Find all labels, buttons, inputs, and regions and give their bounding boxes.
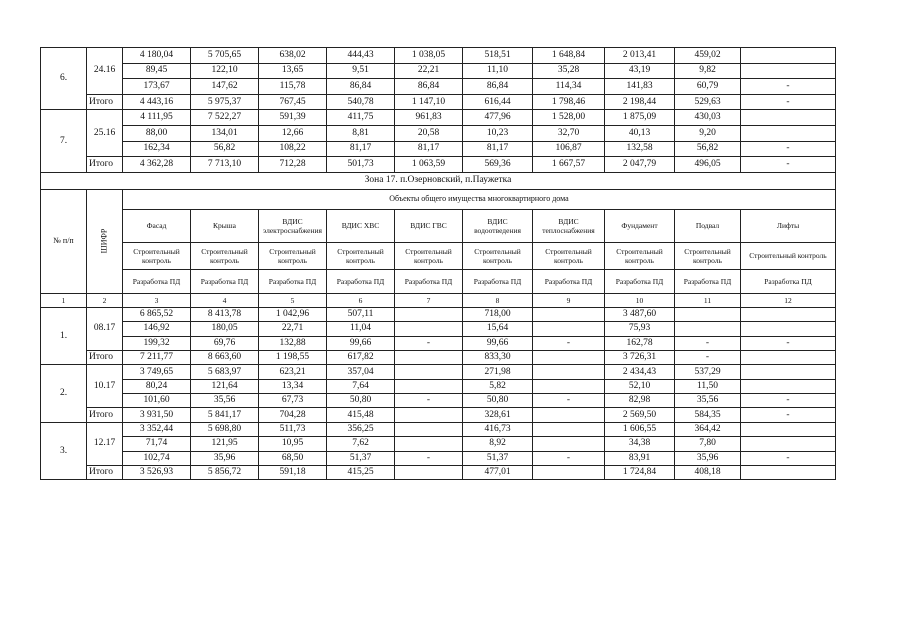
cell-value: 34,38 xyxy=(605,437,675,451)
cell-value: 1 606,55 xyxy=(605,422,675,436)
column-number: 7 xyxy=(395,293,463,307)
total-row xyxy=(41,466,836,480)
cell-value: 115,78 xyxy=(259,79,327,95)
cell-value: 537,29 xyxy=(675,365,741,379)
cell-value: 35,96 xyxy=(675,451,741,465)
total-value: 767,45 xyxy=(259,94,327,110)
column-number: 5 xyxy=(259,293,327,307)
row-number: 7. xyxy=(41,110,87,172)
cell-value: 12,66 xyxy=(259,125,327,141)
table-row xyxy=(41,125,836,141)
cell-value: - xyxy=(675,336,741,350)
table-row xyxy=(41,365,836,379)
cell-value: 13,65 xyxy=(259,63,327,79)
table-row xyxy=(41,379,836,393)
col-number-header: № п/п xyxy=(41,189,87,293)
design-header: Разработка ПД xyxy=(259,269,327,293)
row-code: 24.16 xyxy=(87,48,123,95)
cell-value: 35,56 xyxy=(675,394,741,408)
table-row xyxy=(41,307,836,321)
cell-value xyxy=(395,422,463,436)
cell-value: 1 648,84 xyxy=(533,48,605,64)
cell-value: 68,50 xyxy=(259,451,327,465)
cell-value xyxy=(741,322,836,336)
cell-value xyxy=(395,322,463,336)
cell-value xyxy=(533,365,605,379)
cell-value xyxy=(395,379,463,393)
total-value: 408,18 xyxy=(675,466,741,480)
cell-value: 9,82 xyxy=(675,63,741,79)
total-value: 1 724,84 xyxy=(605,466,675,480)
cell-value xyxy=(675,307,741,321)
design-row xyxy=(41,269,836,293)
total-value xyxy=(741,350,836,364)
cell-value: 11,04 xyxy=(327,322,395,336)
table-row xyxy=(41,322,836,336)
design-header: Разработка ПД xyxy=(123,269,191,293)
cell-value xyxy=(533,322,605,336)
total-value xyxy=(395,466,463,480)
cell-value: 1 038,05 xyxy=(395,48,463,64)
total-value xyxy=(395,350,463,364)
total-value: 712,28 xyxy=(259,157,327,173)
total-value: 1 063,59 xyxy=(395,157,463,173)
object-names-row xyxy=(41,209,836,242)
column-number: 9 xyxy=(533,293,605,307)
cell-value: 101,60 xyxy=(123,394,191,408)
cell-value: 6 865,52 xyxy=(123,307,191,321)
cell-value: 411,75 xyxy=(327,110,395,126)
total-value: 3 526,93 xyxy=(123,466,191,480)
cell-value: 83,91 xyxy=(605,451,675,465)
cell-value: 108,22 xyxy=(259,141,327,157)
table-row xyxy=(41,63,836,79)
cell-value: 3 352,44 xyxy=(123,422,191,436)
cell-value: 71,74 xyxy=(123,437,191,451)
cell-value: 7,80 xyxy=(675,437,741,451)
total-value: 2 047,79 xyxy=(605,157,675,173)
total-value: - xyxy=(741,157,836,173)
cell-value: 51,37 xyxy=(463,451,533,465)
cell-value: 89,45 xyxy=(123,63,191,79)
total-value: 5 841,17 xyxy=(191,408,259,422)
cell-value: - xyxy=(741,79,836,95)
object-header: ВДИС водоотведения xyxy=(463,209,533,242)
cell-value: 35,96 xyxy=(191,451,259,465)
total-value: 7 211,77 xyxy=(123,350,191,364)
total-label: Итого xyxy=(87,94,123,110)
cell-value: 7,64 xyxy=(327,379,395,393)
row-number: 2. xyxy=(41,365,87,423)
cell-value: 9,20 xyxy=(675,125,741,141)
cell-value: 56,82 xyxy=(191,141,259,157)
cell-value: 10,95 xyxy=(259,437,327,451)
total-value: 8 663,60 xyxy=(191,350,259,364)
estimate-table xyxy=(40,47,836,480)
control-header: Строительный контроль xyxy=(123,242,191,269)
total-value: 496,05 xyxy=(675,157,741,173)
cell-value: 4 111,95 xyxy=(123,110,191,126)
cell-value: - xyxy=(741,141,836,157)
cell-value: 35,28 xyxy=(533,63,605,79)
cell-value: 1 875,09 xyxy=(605,110,675,126)
cell-value: 81,17 xyxy=(463,141,533,157)
cell-value: 50,80 xyxy=(327,394,395,408)
cell-value: 4 180,04 xyxy=(123,48,191,64)
zone-header xyxy=(41,172,836,307)
total-value: 616,44 xyxy=(463,94,533,110)
cell-value xyxy=(741,125,836,141)
cell-value xyxy=(741,379,836,393)
cell-value: 69,76 xyxy=(191,336,259,350)
table-row xyxy=(41,79,836,95)
row-number: 3. xyxy=(41,422,87,480)
cell-value: 173,67 xyxy=(123,79,191,95)
cell-value xyxy=(741,307,836,321)
total-value: 833,30 xyxy=(463,350,533,364)
total-row xyxy=(41,157,836,173)
cell-value: 8,92 xyxy=(463,437,533,451)
cell-value xyxy=(741,110,836,126)
cell-value: 271,98 xyxy=(463,365,533,379)
cell-value: 961,83 xyxy=(395,110,463,126)
cell-value: 5,82 xyxy=(463,379,533,393)
total-value: 2 569,50 xyxy=(605,408,675,422)
cell-value: 477,96 xyxy=(463,110,533,126)
cell-value: 3 749,65 xyxy=(123,365,191,379)
cell-value: 199,32 xyxy=(123,336,191,350)
total-value xyxy=(533,466,605,480)
cell-value xyxy=(533,422,605,436)
column-number: 11 xyxy=(675,293,741,307)
table-row xyxy=(41,422,836,436)
cell-value: 147,62 xyxy=(191,79,259,95)
object-header: ВДИС ХВС xyxy=(327,209,395,242)
total-label: Итого xyxy=(87,157,123,173)
cell-value: 51,37 xyxy=(327,451,395,465)
control-header: Строительный контроль xyxy=(395,242,463,269)
row-code: 10.17 xyxy=(87,365,123,408)
cell-value: 134,01 xyxy=(191,125,259,141)
design-header: Разработка ПД xyxy=(191,269,259,293)
cell-value: 60,79 xyxy=(675,79,741,95)
cell-value: 146,92 xyxy=(123,322,191,336)
cell-value: 43,19 xyxy=(605,63,675,79)
cell-value: 511,73 xyxy=(259,422,327,436)
total-value: 591,18 xyxy=(259,466,327,480)
cell-value: 5 705,65 xyxy=(191,48,259,64)
control-header: Строительный контроль xyxy=(191,242,259,269)
total-label: Итого xyxy=(87,466,123,480)
cell-value: 8 413,78 xyxy=(191,307,259,321)
cell-value xyxy=(741,365,836,379)
column-number: 1 xyxy=(41,293,87,307)
total-label: Итого xyxy=(87,408,123,422)
total-value: - xyxy=(741,94,836,110)
cell-value: 623,21 xyxy=(259,365,327,379)
cell-value xyxy=(533,379,605,393)
total-value: 415,25 xyxy=(327,466,395,480)
control-row xyxy=(41,242,836,269)
cell-value: 180,05 xyxy=(191,322,259,336)
column-number: 4 xyxy=(191,293,259,307)
cell-value: 7 522,27 xyxy=(191,110,259,126)
total-value: 704,28 xyxy=(259,408,327,422)
cell-value: 132,58 xyxy=(605,141,675,157)
cell-value: 162,78 xyxy=(605,336,675,350)
table-row xyxy=(41,394,836,408)
cell-value: 3 487,60 xyxy=(605,307,675,321)
cell-value: 22,71 xyxy=(259,322,327,336)
cell-value: 86,84 xyxy=(395,79,463,95)
cell-value: 2 013,41 xyxy=(605,48,675,64)
cell-value: 416,73 xyxy=(463,422,533,436)
cell-value: 507,11 xyxy=(327,307,395,321)
cell-value xyxy=(533,437,605,451)
table-row xyxy=(41,336,836,350)
table-row xyxy=(41,437,836,451)
cell-value xyxy=(533,307,605,321)
total-value: 584,35 xyxy=(675,408,741,422)
cell-value xyxy=(741,48,836,64)
column-numbers-row xyxy=(41,293,836,307)
row-code: 25.16 xyxy=(87,110,123,157)
total-value: 4 443,16 xyxy=(123,94,191,110)
total-value xyxy=(395,408,463,422)
cell-value: 20,58 xyxy=(395,125,463,141)
cell-value: 86,84 xyxy=(327,79,395,95)
column-number: 6 xyxy=(327,293,395,307)
cell-value: 5 698,80 xyxy=(191,422,259,436)
object-header: ВДИС ГВС xyxy=(395,209,463,242)
control-header: Строительный контроль xyxy=(327,242,395,269)
control-header: Строительный контроль xyxy=(741,242,836,269)
cell-value: 162,34 xyxy=(123,141,191,157)
cell-value: 357,04 xyxy=(327,365,395,379)
cell-value: 8,81 xyxy=(327,125,395,141)
cell-value xyxy=(395,365,463,379)
cell-value: 591,39 xyxy=(259,110,327,126)
object-header: Фундамент xyxy=(605,209,675,242)
total-value: 477,01 xyxy=(463,466,533,480)
cell-value: 82,98 xyxy=(605,394,675,408)
cell-value: 52,10 xyxy=(605,379,675,393)
total-value: - xyxy=(741,408,836,422)
cell-value: 13,34 xyxy=(259,379,327,393)
total-value: 7 713,10 xyxy=(191,157,259,173)
cell-value: 7,62 xyxy=(327,437,395,451)
total-value: 617,82 xyxy=(327,350,395,364)
total-value: - xyxy=(675,350,741,364)
total-value: 569,36 xyxy=(463,157,533,173)
control-header: Строительный контроль xyxy=(463,242,533,269)
cell-value: 364,42 xyxy=(675,422,741,436)
cell-value: 121,64 xyxy=(191,379,259,393)
cell-value: 638,02 xyxy=(259,48,327,64)
total-row xyxy=(41,94,836,110)
cell-value: 56,82 xyxy=(675,141,741,157)
design-header: Разработка ПД xyxy=(675,269,741,293)
cell-value: 5 683,97 xyxy=(191,365,259,379)
cell-value: 86,84 xyxy=(463,79,533,95)
cell-value: - xyxy=(741,336,836,350)
cell-value: 81,17 xyxy=(395,141,463,157)
cell-value: 99,66 xyxy=(463,336,533,350)
cell-value: 132,88 xyxy=(259,336,327,350)
cell-value xyxy=(741,63,836,79)
table-row xyxy=(41,451,836,465)
cell-value xyxy=(675,322,741,336)
object-header: Подвал xyxy=(675,209,741,242)
cell-value: 718,00 xyxy=(463,307,533,321)
col-code-header: ШИФР xyxy=(87,189,123,293)
design-header: Разработка ПД xyxy=(533,269,605,293)
total-row xyxy=(41,408,836,422)
zone-section xyxy=(41,307,836,480)
cell-value: 11,50 xyxy=(675,379,741,393)
cell-value: 67,73 xyxy=(259,394,327,408)
cell-value: 99,66 xyxy=(327,336,395,350)
total-value: 501,73 xyxy=(327,157,395,173)
column-number: 2 xyxy=(87,293,123,307)
object-header: Лифты xyxy=(741,209,836,242)
row-code: 12.17 xyxy=(87,422,123,465)
table-row xyxy=(41,110,836,126)
cell-value xyxy=(741,422,836,436)
cell-value: 22,21 xyxy=(395,63,463,79)
cell-value: 32,70 xyxy=(533,125,605,141)
total-value: 540,78 xyxy=(327,94,395,110)
cell-value: 430,03 xyxy=(675,110,741,126)
total-value: 415,48 xyxy=(327,408,395,422)
column-number: 8 xyxy=(463,293,533,307)
cell-value: - xyxy=(741,451,836,465)
object-header: Фасад xyxy=(123,209,191,242)
total-value xyxy=(533,408,605,422)
table-row xyxy=(41,48,836,64)
total-value: 1 147,10 xyxy=(395,94,463,110)
cell-value: 518,51 xyxy=(463,48,533,64)
total-value: 3 931,50 xyxy=(123,408,191,422)
total-value: 2 198,44 xyxy=(605,94,675,110)
total-row xyxy=(41,350,836,364)
total-value: 1 198,55 xyxy=(259,350,327,364)
total-value: 529,63 xyxy=(675,94,741,110)
group-title: Объекты общего имущества многоквартирного дома xyxy=(123,189,836,209)
cell-value: 444,43 xyxy=(327,48,395,64)
column-number: 12 xyxy=(741,293,836,307)
cell-value: - xyxy=(395,394,463,408)
table-row xyxy=(41,141,836,157)
cell-value: 141,83 xyxy=(605,79,675,95)
object-header: ВДИС электроснабжения xyxy=(259,209,327,242)
cell-value: 2 434,43 xyxy=(605,365,675,379)
cell-value: 106,87 xyxy=(533,141,605,157)
row-number: 6. xyxy=(41,48,87,110)
cell-value: 356,25 xyxy=(327,422,395,436)
cell-value: 40,13 xyxy=(605,125,675,141)
column-number: 10 xyxy=(605,293,675,307)
row-code: 08.17 xyxy=(87,307,123,350)
cell-value: - xyxy=(395,451,463,465)
cell-value: 122,10 xyxy=(191,63,259,79)
total-value: 5 975,37 xyxy=(191,94,259,110)
design-header: Разработка ПД xyxy=(605,269,675,293)
cell-value: 114,34 xyxy=(533,79,605,95)
cell-value xyxy=(395,307,463,321)
design-header: Разработка ПД xyxy=(463,269,533,293)
cell-value xyxy=(741,437,836,451)
design-header: Разработка ПД xyxy=(395,269,463,293)
cell-value: 11,10 xyxy=(463,63,533,79)
total-value: 1 667,57 xyxy=(533,157,605,173)
total-value: 3 726,31 xyxy=(605,350,675,364)
cell-value: - xyxy=(533,336,605,350)
cell-value: 9,51 xyxy=(327,63,395,79)
cell-value: 80,24 xyxy=(123,379,191,393)
cell-value: 75,93 xyxy=(605,322,675,336)
cell-value: 81,17 xyxy=(327,141,395,157)
total-value xyxy=(741,466,836,480)
total-label: Итого xyxy=(87,350,123,364)
control-header: Строительный контроль xyxy=(605,242,675,269)
object-header: ВДИС теплоснабжения xyxy=(533,209,605,242)
cell-value: - xyxy=(533,451,605,465)
control-header: Строительный контроль xyxy=(533,242,605,269)
top-section xyxy=(41,48,836,173)
cell-value: 10,23 xyxy=(463,125,533,141)
control-header: Строительный контроль xyxy=(675,242,741,269)
cell-value: - xyxy=(395,336,463,350)
cell-value: 50,80 xyxy=(463,394,533,408)
cell-value: 88,00 xyxy=(123,125,191,141)
control-header: Строительный контроль xyxy=(259,242,327,269)
cell-value xyxy=(395,437,463,451)
column-number: 3 xyxy=(123,293,191,307)
total-value: 5 856,72 xyxy=(191,466,259,480)
cell-value: - xyxy=(533,394,605,408)
cell-value: 15,64 xyxy=(463,322,533,336)
row-number: 1. xyxy=(41,307,87,365)
design-header: Разработка ПД xyxy=(741,269,836,293)
cell-value: - xyxy=(741,394,836,408)
cell-value: 35,56 xyxy=(191,394,259,408)
object-header: Крыша xyxy=(191,209,259,242)
total-value xyxy=(533,350,605,364)
cell-value: 459,02 xyxy=(675,48,741,64)
cell-value: 1 528,00 xyxy=(533,110,605,126)
zone-title: Зона 17. п.Озерновский, п.Паужетка xyxy=(41,172,836,189)
total-value: 328,61 xyxy=(463,408,533,422)
cell-value: 121,95 xyxy=(191,437,259,451)
total-value: 4 362,28 xyxy=(123,157,191,173)
design-header: Разработка ПД xyxy=(327,269,395,293)
cell-value: 102,74 xyxy=(123,451,191,465)
total-value: 1 798,46 xyxy=(533,94,605,110)
cell-value: 1 042,96 xyxy=(259,307,327,321)
